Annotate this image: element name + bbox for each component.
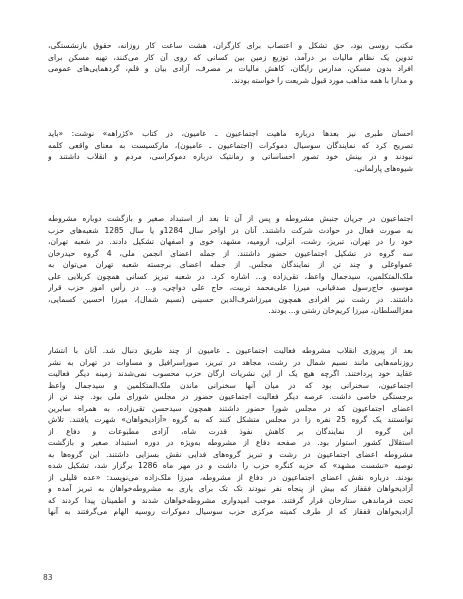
text-line: مشروطه اعضای اجتماعیون در رشت و تبریز گروه‌های فدایی نقش بسزایی داشتند. این گروه‌ها به (48, 449, 413, 459)
paragraph-1 (48, 40, 413, 86)
text-line: روزنامه‌هایی مانند نسیم شمال در رشت، مجاهد در تبریز، صوراسرافیل و مساوات در تهران به نشر (48, 357, 413, 367)
text-line: تدوین یک نظام مالیات بر درآمد، توزیع زمین بین کسانی که روی آن کار می‌کنند، تهیه مسکن برای (48, 52, 413, 62)
text-line: داشتند. در رشت نیز افرادی همچون میرزاشرف‌الدین حسینی (نسیم شمال)، میرزا احسین کسمایی، (48, 294, 413, 304)
text-line: به صورت فعال در حوادث شرکت داشتند. آنان در اواخر سال 1284و یا سال 1285 شعبه‌های حزب (48, 225, 413, 235)
text-line: تصریح کرد که نمایندگان سوسیال دموکرات (اجتماعیون ـ عامیون)، مارکسیست به معنای واقعی کلمه (48, 140, 413, 150)
text-line: آزادیخواهان قفقاز که از طرف کمیته مرکزی حزب سوسیال دموکرات روسیه الهام می‌گرفتند به آنها (48, 507, 413, 516)
text-line: شیوه‌های پارلمانی. (353, 163, 413, 173)
text-line: این گروه از نمایندگان بر کاهش نفوذ قدرت شاه، آزادی مطبوعات و دفاع از (48, 426, 413, 436)
text-line: آزادیخواهان فقفاز که بیش از پنجاه نفر نبودند تک تک برای یاری به مشروطه‌خواهان به تبریز آمده و (48, 484, 413, 493)
text-line: بودند. درباره نقش اعضای اجتماعیون در دفاع از مشروطه، میرزا ملک‌زاده می‌نویسد: «عده قلیلی از (48, 472, 413, 482)
text-line: نبودند و در بینش خود تصور احساساتی و رمانتیک درباره دموکراسی، مردم و انقلاب داشتند و (48, 152, 413, 161)
text-line: سه گروه در تشکیل اجتماعیون حضور داشتند. از جمله اعضای انجمن ملی، 4 گروه حیدرخان (48, 248, 413, 258)
text-line: توانستند یک گروه 25 نفره را در مجلس متشکل کنند که به گروه «آزادیخواهان» شهرت یافتند. تلاش (48, 415, 413, 424)
text-line: ملک‌المتکلمین، سیدجمال واعظ، تقی‌زاده و... اشاره کرد. در شعبه تبریز کسانی همچون کربلایی علی (48, 271, 413, 281)
paragraph-4 (48, 345, 413, 518)
text-line: استقلال کشور استوار بود. در صفحه دفاع از مشروطه به‌ویژه در دوره استبداد صغیر و بازگشت (48, 438, 413, 447)
text-line: عقاید خود پرداختند. اگرچه هیچ یک از این نشریات ارگان حزب محسوب نمی‌شدند زمینه دیگر فعالیت (48, 369, 413, 378)
text-line: اعضای اجتماعیون که در مجلس شورا حضور داشتند همچون سیدحسن تقی‌زاده، به همراه سایرین (48, 403, 413, 413)
text-line: عمواوغلی و چند تن از نمایندگان مجلس. از جمله اعضای برجسته شعبه تهران می‌توان به (48, 260, 413, 269)
text-line: بعد از پیروزی انقلاب مشروطه فعالیت اجتماعیون ـ عامیون از چند طریق دنبال شد. آنان با انتشار (48, 346, 413, 355)
text-line: معزالسلطان، میرزا کریم‌خان رشتی و... بودند. (268, 306, 413, 315)
paragraph-2 (48, 128, 413, 174)
page-number: 83 (43, 573, 53, 582)
text-line: مکتب روسی بود، حق تشکل و اعتصاب برای کارگران، هشت ساعت کار روزانه، حقوق بازنشستگی، (48, 41, 413, 50)
text-line: تحت فرماندهی ستارخان قرار گرفتند. موجب امیدواری مشروطه‌خواهان شدند و اطمینان پیدا کردند که (48, 495, 413, 505)
text-line: افراد بدون مسکن، مدارس رایگان، کاهش مالیات بر مصرف، آزادی بیان و قلم، گردهمایی‌های عمومی (48, 64, 413, 73)
text-line: و مدارا با همه مذاهب مورد قبول شریعت را خواسته بودند. (231, 75, 413, 85)
text-line: برجستگی خاصی داشت. عرصه دیگر فعالیت اجتماعیون حضور در مجلس شورای ملی بود. چند تن از (48, 392, 413, 401)
text-line: احسان طبری نیز بعدها درباره ماهیت اجتماعیون ـ عامیون، در کتاب «کژراهه» نوشت: «باید (48, 129, 413, 138)
text-line: موسیو، حاج‌رسول صدقیانی، میرزا علی‌محمد تربیت، حاج علی دواچی، و... در رأس امور حزب قرار (48, 283, 413, 292)
text-line: اجتماعیون در جریان جنبش مشروطه و پس از آن تا بعد از استبداد صغیر و بازگشت دوباره مشروطه (48, 214, 413, 223)
text-line: اجتماعیون، سخنرانی بود که در میان آنها سخنرانی ماندن ملک‌المتکلمین و سیدجمال واعظ (48, 380, 413, 390)
paragraph-3 (48, 213, 413, 317)
text-line: خود را در تهران، تبریز، رشت، انزلی، ارومیه، مشهد، خوی و اصفهان تشکیل دادند. در شعبه تهران، (48, 237, 413, 246)
text-line: توصیه «نشست مشهد» که حزبه کنگره حزب را داشت و در مهر ماه 1286 برگزار شد، تشکیل شده (48, 461, 413, 470)
